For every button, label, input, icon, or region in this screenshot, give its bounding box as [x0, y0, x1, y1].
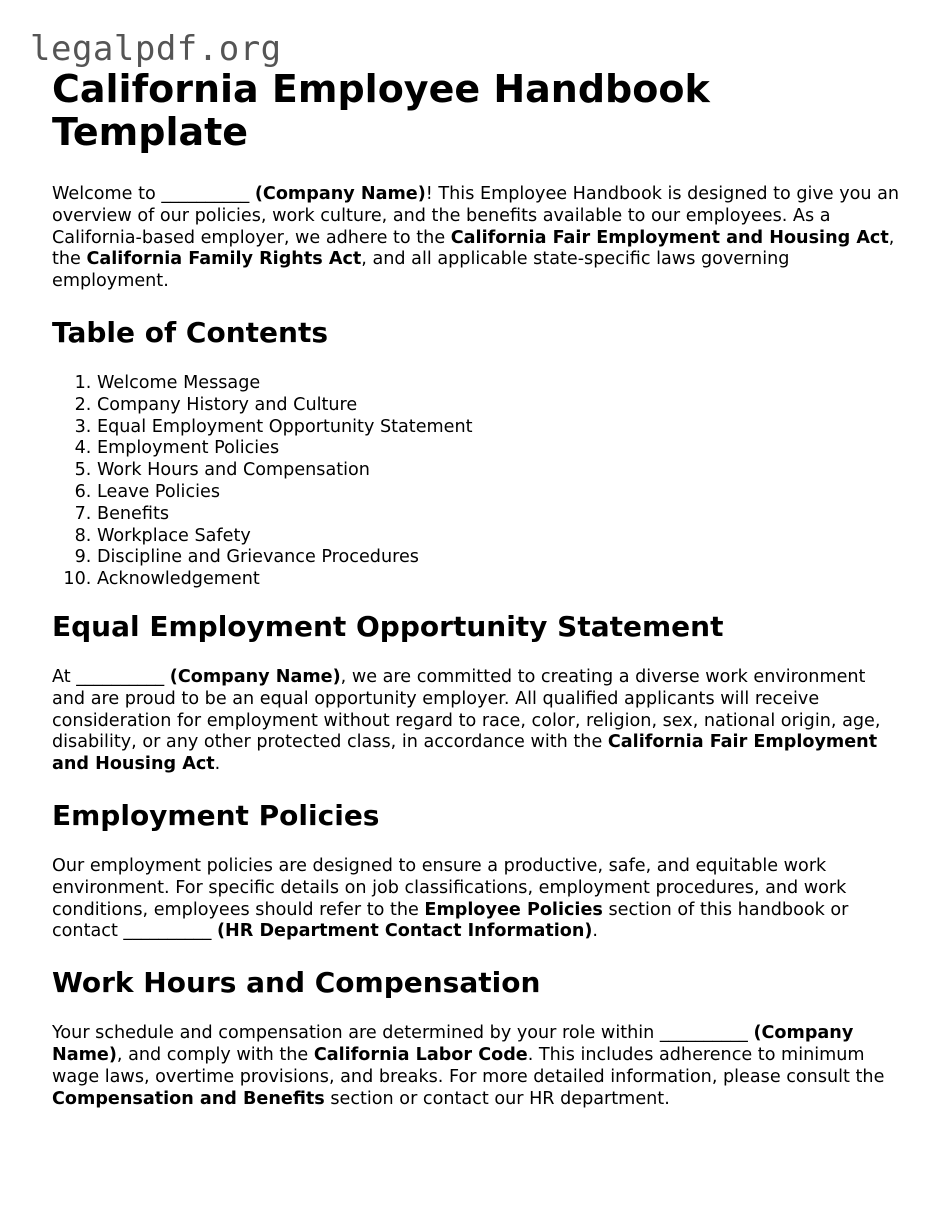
eeo-text: , we are committed to creating a diverse work environment and are proud to be an equal opportunity employer. All qualified applicants will receive consideration for employment without regard to race, color, religion, sex, national origin, age, disability, or any other protected class, in accordance with the: [52, 666, 881, 753]
toc-item: 10. Acknowledgement: [97, 569, 902, 591]
toc-item: 2. Company History and Culture: [97, 395, 902, 417]
toc-item: 7. Benefits: [97, 504, 902, 526]
eeo-heading: Equal Employment Opportunity Statement: [52, 609, 724, 643]
policies-text: .: [592, 921, 599, 942]
hours-paragraph: [52, 1023, 902, 1110]
toc-list: [52, 373, 902, 591]
intro-text: Welcome to __________: [52, 184, 255, 204]
compensation-benefits-reference: Compensation and Benefits: [52, 1088, 325, 1109]
eeo-paragraph: [52, 667, 902, 776]
hr-contact-placeholder: (HR Department Contact Information): [217, 921, 593, 942]
watermark-logo: legalpdf.org: [30, 29, 282, 69]
company-name-placeholder: (Company Name): [254, 184, 426, 204]
hours-text: section or contact our HR department.: [324, 1088, 670, 1109]
toc-item: 6. Leave Policies: [97, 482, 902, 504]
toc-item: 1. Welcome Message: [97, 373, 902, 395]
toc-item: 4. Employment Policies: [97, 438, 902, 460]
hours-text: , and comply with the: [116, 1044, 314, 1065]
intro-paragraph: [52, 184, 902, 293]
policies-heading: Employment Policies: [52, 798, 380, 832]
eeo-text: .: [214, 754, 221, 775]
policies-text: Our employment policies are designed to ensure a productive, safe, and equitable work environment. For specific details on job classifications, employment procedures, and work conditions, employees should refer to the: [52, 855, 847, 920]
policies-paragraph: [52, 856, 902, 943]
intro-text: ! This Employee Handbook is designed to give you an overview of our policies, work culture, and the benefits available to our employees. As a California-based employer, we adhere to the: [52, 184, 900, 248]
company-name-placeholder: (Company Name): [169, 666, 341, 687]
intro-text: , and all applicable state-specific laws governing employment.: [52, 249, 790, 292]
cfra-reference: California Family Rights Act: [86, 249, 362, 270]
document-title: California Employee Handbook Template: [52, 67, 710, 154]
hours-text: Your schedule and compensation are determined by your role within __________: [52, 1023, 754, 1044]
fehα-reference: California Fair Employment and Housing Act: [450, 227, 889, 248]
eeo-text: At __________: [52, 666, 170, 687]
company-name-placeholder: (Company Name): [52, 1023, 854, 1065]
hours-heading: Work Hours and Compensation: [52, 966, 541, 1000]
policies-text: section of this handbook or contact __________: [52, 899, 849, 942]
toc-item: 8. Workplace Safety: [97, 526, 902, 548]
intro-text: , the: [52, 227, 895, 270]
toc-heading: Table of Contents: [52, 315, 329, 349]
toc-item: 3. Equal Employment Opportunity Statement: [97, 417, 902, 439]
labor-code-reference: California Labor Code: [313, 1044, 528, 1065]
toc-item: 5. Work Hours and Compensation: [97, 460, 902, 482]
hours-text: . This includes adherence to minimum wage laws, overtime provisions, and breaks. For more detailed information, please consult the: [52, 1044, 885, 1087]
feha-reference: California Fair Employment and Housing Act: [52, 732, 878, 775]
toc-item: 9. Discipline and Grievance Procedures: [97, 547, 902, 569]
document-page: [52, 68, 902, 1134]
employee-policies-reference: Employee Policies: [424, 899, 603, 920]
